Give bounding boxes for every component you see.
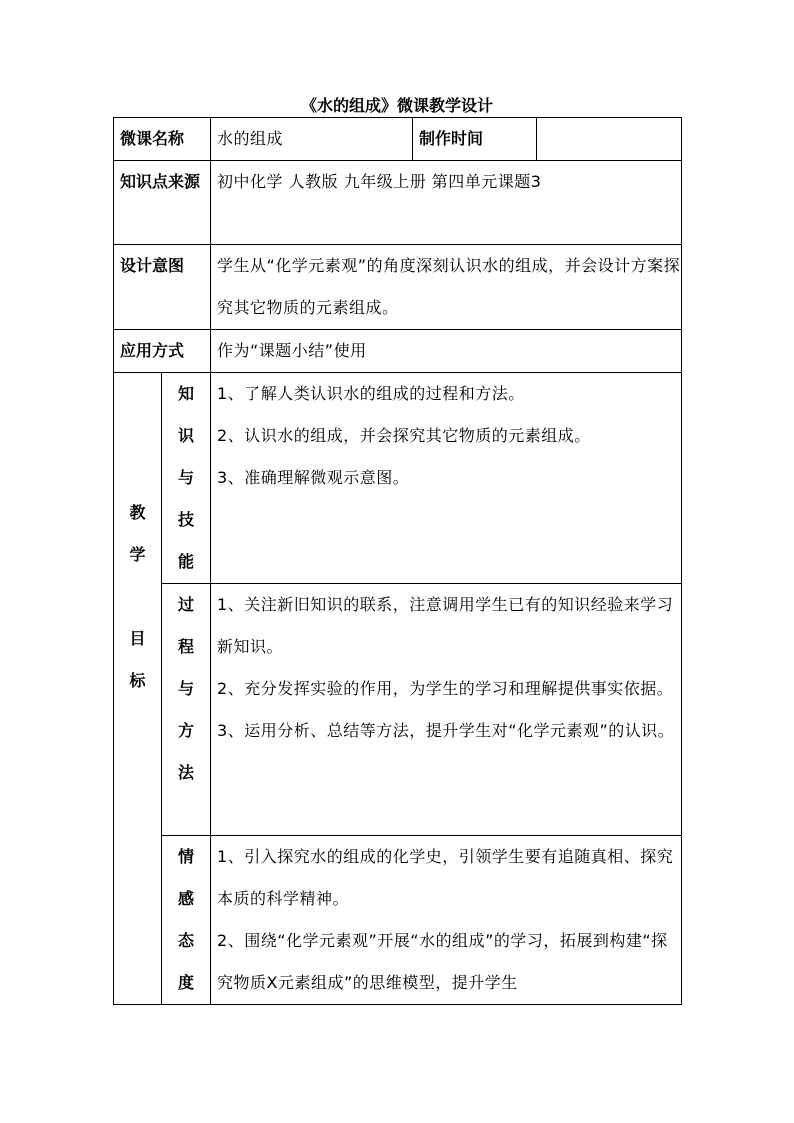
emotion-char-4: 度 [178,973,195,992]
time-value [537,118,682,161]
process-char-1: 过 [178,595,195,614]
row-name [114,118,682,161]
knowledge-char-2: 识 [178,426,195,445]
time-label: 制作时间 [413,118,537,161]
knowledge-char-1: 知 [178,384,195,403]
row-goal-knowledge [114,373,682,584]
knowledge-label [162,373,211,584]
source-value: 初中化学 人教版 九年级上册 第四单元课题3 [211,161,682,245]
usage-value: 作为“课题小结”使用 [211,330,682,373]
row-goal-emotion [114,836,682,1005]
process-item-1: 1、关注新旧知识的联系，注意调用学生已有的知识经验来学习新知识。 [217,595,674,656]
usage-label: 应用方式 [114,330,211,373]
row-usage [114,330,682,373]
goal-label-char-3: 目 [129,628,146,648]
goal-label-char-2: 学 [129,544,146,564]
process-char-4: 方 [178,721,195,740]
row-goal-process [114,584,682,836]
goal-label-char-1: 教 [129,502,146,522]
knowledge-char-5: 能 [178,552,195,571]
intent-value: 学生从“化学元素观”的角度深刻认识水的组成，并会设计方案探究其它物质的元素组成。 [211,245,682,330]
process-item-3: 3、运用分析、总结等方法，提升学生对“化学元素观”的认识。 [217,721,675,740]
emotion-char-1: 情 [178,847,195,866]
row-source [114,161,682,245]
emotion-item-2: 2、围绕“化学元素观”开展“水的组成”的学习，拓展到构建“探究物质X元素组成”的思维模型，提升学生 [217,931,668,992]
process-char-2: 程 [178,637,195,656]
process-char-3: 与 [178,679,195,698]
process-content [211,584,682,836]
teaching-goals-label [114,373,162,1005]
knowledge-content [211,373,682,584]
name-label: 微课名称 [114,118,211,161]
emotion-label [162,836,211,1005]
knowledge-char-3: 与 [178,468,195,487]
source-label: 知识点来源 [114,161,211,245]
emotion-item-1: 1、引入探究水的组成的化学史，引领学生要有追随真相、探究本质的科学精神。 [217,847,674,908]
process-label [162,584,211,836]
process-char-5: 法 [178,763,195,782]
design-table [113,117,682,1005]
page-title: 《水的组成》微课教学设计 [300,96,493,115]
knowledge-item-3: 3、准确理解微观示意图。 [217,468,410,487]
intent-label: 设计意图 [114,245,211,330]
process-item-2: 2、充分发挥实验的作用，为学生的学习和理解提供事实依据。 [217,679,674,698]
emotion-char-2: 感 [178,889,195,908]
knowledge-char-4: 技 [178,510,195,529]
emotion-content [211,836,682,1005]
row-intent [114,245,682,330]
emotion-char-3: 态 [178,931,195,950]
name-value: 水的组成 [211,118,413,161]
goal-label-char-4: 标 [129,670,146,690]
knowledge-item-1: 1、了解人类认识水的组成的过程和方法。 [217,384,525,403]
knowledge-item-2: 2、认识水的组成，并会探究其它物质的元素组成。 [217,426,591,445]
